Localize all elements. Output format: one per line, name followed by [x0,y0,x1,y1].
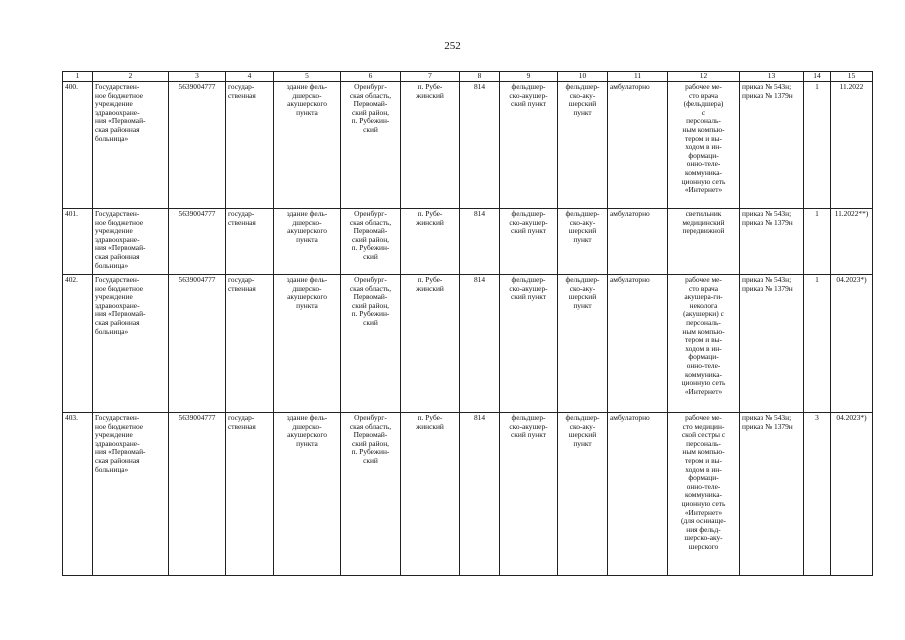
column-header: 1 [63,72,93,82]
code-cell: 814 [460,275,500,413]
unit-type2-cell: фельдшер- ско-аку- шерский пункт [558,413,608,576]
column-header: 7 [401,72,460,82]
ownership-cell: государ- ственная [226,209,274,275]
organization-cell: Государствен- ное бюджетное учреждение здравоохране- ния «Первомай- ская районная больница» [93,82,169,209]
unit-type-cell: фельдшер- ско-акушер- ский пункт [500,413,558,576]
column-header: 4 [226,72,274,82]
building-cell: здание фель- дшерско- акушерского пункта [274,275,341,413]
unit-type-cell: фельдшер- ско-акушер- ский пункт [500,275,558,413]
column-header: 14 [804,72,831,82]
ownership-cell: государ- ственная [226,82,274,209]
column-header: 13 [740,72,804,82]
quantity-cell: 1 [804,82,831,209]
building-cell: здание фель- дшерско- акушерского пункта [274,82,341,209]
quantity-cell: 1 [804,209,831,275]
inn-cell: 5639004777 [169,82,226,209]
equipment-cell: рабочее ме- сто врача (фельдшера) с персональ- ным компью- тером и вы- ходом в ин- формаци- онно-теле- коммуника- ционную сеть «Интернет» [668,82,740,209]
order-cell: приказ № 543н; приказ № 1379н [740,82,804,209]
code-cell: 814 [460,413,500,576]
column-header: 3 [169,72,226,82]
building-cell: здание фель- дшерско- акушерского пункта [274,413,341,576]
header-row [63,72,873,82]
inn-cell: 5639004777 [169,413,226,576]
date-cell: 11.2022**) [831,209,873,275]
care-form-cell: амбулаторно [608,275,668,413]
unit-type-cell: фельдшер- ско-акушер- ский пункт [500,209,558,275]
column-header: 8 [460,72,500,82]
address-cell: Оренбург- ская область, Первомай- ский район, п. Рубежин- ский [341,82,401,209]
care-form-cell: амбулаторно [608,209,668,275]
row-number: 400. [63,82,93,209]
row-number: 402. [63,275,93,413]
care-form-cell: амбулаторно [608,413,668,576]
code-cell: 814 [460,209,500,275]
inn-cell: 5639004777 [169,209,226,275]
address-cell: Оренбург- ская область, Первомай- ский район, п. Рубежин- ский [341,275,401,413]
column-header: 5 [274,72,341,82]
unit-type2-cell: фельдшер- ско-аку- шерский пункт [558,82,608,209]
order-cell: приказ № 543н; приказ № 1379н [740,413,804,576]
settlement-cell: п. Рубе- жинский [401,209,460,275]
unit-type-cell: фельдшер- ско-акушер- ский пункт [500,82,558,209]
building-cell: здание фель- дшерско- акушерского пункта [274,209,341,275]
row-number: 401. [63,209,93,275]
unit-type2-cell: фельдшер- ско-аку- шерский пункт [558,209,608,275]
equipment-cell: светильник медицинский передвижной [668,209,740,275]
organization-cell: Государствен- ное бюджетное учреждение здравоохране- ния «Первомай- ская районная больница» [93,275,169,413]
date-cell: 04.2023*) [831,413,873,576]
organization-cell: Государствен- ное бюджетное учреждение здравоохране- ния «Первомай- ская районная больница» [93,209,169,275]
table-row [63,209,873,275]
table-row [63,413,873,576]
unit-type2-cell: фельдшер- ско-аку- шерский пункт [558,275,608,413]
ownership-cell: государ- ственная [226,413,274,576]
column-header: 10 [558,72,608,82]
settlement-cell: п. Рубе- жинский [401,413,460,576]
column-header: 6 [341,72,401,82]
inn-cell: 5639004777 [169,275,226,413]
organization-cell: Государствен- ное бюджетное учреждение здравоохране- ния «Первомай- ская районная больница» [93,413,169,576]
column-header: 11 [608,72,668,82]
quantity-cell: 1 [804,275,831,413]
date-cell: 04.2023*) [831,275,873,413]
table-row [63,82,873,209]
registry-table [62,71,873,576]
ownership-cell: государ- ственная [226,275,274,413]
date-cell: 11.2022 [831,82,873,209]
table-row [63,275,873,413]
order-cell: приказ № 543н; приказ № 1379н [740,275,804,413]
page-number: 252 [444,40,461,52]
column-header: 15 [831,72,873,82]
address-cell: Оренбург- ская область, Первомай- ский район, п. Рубежин- ский [341,413,401,576]
quantity-cell: 3 [804,413,831,576]
row-number: 403. [63,413,93,576]
column-header: 9 [500,72,558,82]
order-cell: приказ № 543н; приказ № 1379н [740,209,804,275]
column-header: 2 [93,72,169,82]
code-cell: 814 [460,82,500,209]
column-header: 12 [668,72,740,82]
address-cell: Оренбург- ская область, Первомай- ский район, п. Рубежин- ский [341,209,401,275]
settlement-cell: п. Рубе- жинский [401,82,460,209]
settlement-cell: п. Рубе- жинский [401,275,460,413]
equipment-cell: рабочее ме- сто медицин- ской сестры с персональ- ным компью- тером и вы- ходом в ин- формаци- онно-теле- коммуника- ционную сеть «Интернет» (для осниаще- ния фельд- шерско-аку- шерского [668,413,740,576]
equipment-cell: рабочее ме- сто врача акушера-ги- неколога (акушерки) с персональ- ным компью- тером и вы- ходом в ин- формаци- онно-теле- коммуника- ционную сеть «Интернет» [668,275,740,413]
care-form-cell: амбулаторно [608,82,668,209]
